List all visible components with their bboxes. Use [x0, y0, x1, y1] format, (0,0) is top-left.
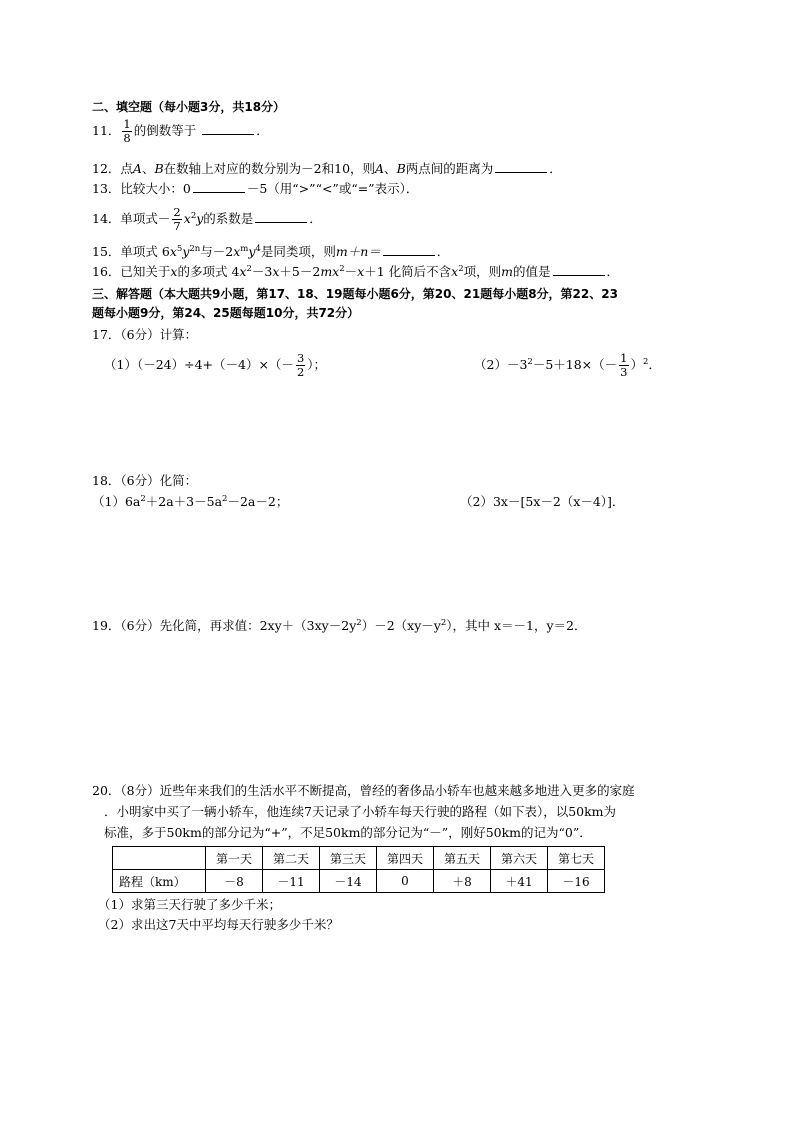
- q19-e2: 2: [440, 617, 447, 628]
- table-row-label: 路程（km）: [113, 870, 206, 893]
- q12-text-b: 在数轴上对应的数分别为－2和10，则: [163, 161, 376, 176]
- q19-text-a: 19．（6分）先化简，再求值：2xy＋（3xy－2y: [92, 618, 357, 633]
- q15-y: y: [182, 244, 190, 259]
- q16-x3: x: [272, 264, 280, 279]
- q15-text-b: 与－2: [200, 244, 234, 259]
- q11-text: 的倒数等于: [133, 123, 197, 138]
- q16-text-d: ＋5－2: [279, 264, 321, 279]
- question-20-line3: 标准，多于50km的部分记为“+”，不足50km的部分记为“－”，刚好50km的记为“0”．: [104, 825, 592, 840]
- q18-p1-exp: 2: [140, 493, 146, 504]
- q16-text-a: 已知关于: [120, 264, 171, 279]
- q14-fraction: [172, 206, 181, 233]
- q18-p1-c: －2a－2；: [227, 494, 289, 509]
- question-13: [92, 180, 418, 198]
- q16-x2: x: [239, 264, 247, 279]
- q16-e1: 2: [246, 263, 252, 274]
- q16-m: m: [501, 264, 514, 279]
- q15-y2: y: [248, 244, 256, 259]
- q14-var-x: x: [183, 211, 191, 226]
- q14-frac-den: 7: [173, 219, 181, 233]
- q16-text-c: －3: [251, 264, 273, 279]
- question-12: 12．点A、B在数轴上对应的数分别为－2和10，则A、B两点间的距离为 ．: [92, 161, 562, 176]
- q13-number: 13．: [92, 181, 121, 196]
- q15-e2: 2n: [189, 243, 201, 254]
- q11-answer-blank[interactable]: [202, 122, 254, 135]
- q17-p1-end: ）；: [307, 357, 327, 372]
- question-20-line1: 20．（8分）近些年来我们的生活水平不断提高，曾经的奢侈品小轿车也越来越多地进入更多的家庭: [92, 783, 635, 798]
- q12-point-a2: A: [375, 161, 385, 176]
- q14-number: 14．: [92, 211, 121, 226]
- table-row: [113, 870, 605, 893]
- table-cell: －11: [263, 870, 320, 893]
- q16-answer-blank[interactable]: [553, 263, 605, 276]
- q12-point-a: A: [132, 161, 142, 176]
- question-16: 16．已知关于x的多项式 $4x^2-3x+5-2mx^2-x+1$ 化简后不含$x^2$项，则m的值是 ．: [92, 263, 620, 279]
- q15-answer-blank[interactable]: [383, 243, 435, 256]
- q14-frac-num: 2: [173, 205, 181, 219]
- table-cell: －14: [320, 870, 377, 893]
- q12-sep: 、: [141, 161, 155, 176]
- question-14: 14．单项式－ $\frac{2}{7}$ $x^2y$的系数是 ．: [92, 205, 322, 233]
- q15-text-a: 单项式 6: [120, 244, 170, 259]
- question-17-part2: [474, 352, 661, 379]
- q14-answer-blank[interactable]: [255, 210, 307, 223]
- question-11: 11． $\frac{1}{8}$ 的倒数等于 ．: [92, 117, 269, 145]
- question-20-sub2: （2）求出这7天中平均每天行驶多少千米？: [98, 917, 339, 932]
- q15-e4: 4: [255, 243, 261, 254]
- q17-p2-dot: ．: [648, 357, 661, 372]
- question-18-part1: [92, 493, 288, 511]
- q16-x: x: [170, 264, 178, 279]
- q16-e2: 2: [339, 263, 345, 274]
- q13-answer-blank[interactable]: [193, 180, 245, 193]
- q17-p2-frac-den: 3: [620, 365, 628, 379]
- q17-p2-frac-num: 1: [620, 351, 628, 365]
- q13-text-a: 比较大小：0: [120, 181, 191, 196]
- table-cell: ＋41: [491, 870, 548, 893]
- q16-text-h: 的值是: [513, 264, 551, 279]
- q15-x2: x: [233, 244, 241, 259]
- table-header-cell: 第四天: [377, 847, 434, 870]
- q17-p1-text: （1）（－24）÷4+（－4）×（－: [104, 357, 294, 372]
- q18-p1-exp2: 2: [222, 493, 228, 504]
- table-header-cell: 第一天: [206, 847, 263, 870]
- q14-text-a: 单项式－: [120, 211, 171, 226]
- question-20-line2: ．小明家中买了一辆小轿车，他连续7天记录了小轿车每天行驶的路程（如下表），以50km为: [104, 804, 617, 819]
- q12-point-b: B: [154, 161, 164, 176]
- q15-text-c: 是同类项，则: [260, 244, 336, 259]
- q17-p2-mid: －5＋18×（－: [532, 357, 618, 372]
- table-header-cell: 第五天: [434, 847, 491, 870]
- q18-p1-b: ＋2a＋3－5a: [145, 494, 223, 509]
- q17-p2-exp2: 2: [643, 356, 649, 367]
- q12-sep2: 、: [384, 161, 397, 176]
- q17-p1-frac-num: 3: [296, 351, 305, 365]
- section3-header-line1: 三、解答题（本大题共9小题，第17、18、19题每小题6分，第20、21题每小题8分，第22、23: [92, 287, 618, 301]
- q19-text-c: ），其中 x＝－1，y＝2．: [446, 618, 587, 633]
- q16-x4: x: [357, 264, 365, 279]
- q11-frac-num: 1: [123, 117, 131, 131]
- q15-e3: m: [240, 243, 249, 254]
- table-cell: －8: [206, 870, 263, 893]
- table-cell: 0: [377, 870, 434, 893]
- q17-p2-end: ）: [630, 357, 644, 372]
- q15-mn: m＋n＝: [335, 244, 381, 259]
- q16-text-g: 项，则: [463, 264, 502, 279]
- question-18-title: 18．（6分）化简：: [92, 473, 198, 488]
- distance-table: [112, 846, 605, 893]
- q19-e1: 2: [356, 617, 362, 628]
- table-header-cell: 第二天: [263, 847, 320, 870]
- section2-header: 二、填空题（每小题3分，共18分）: [92, 100, 286, 114]
- question-20-sub1: （1）求第三天行驶了多少千米；: [98, 897, 281, 912]
- q12-text-a: 点: [120, 161, 133, 176]
- question-15: 15．单项式 $6x^5y^{2n}$与$-2x^my^4$是同类项，则m＋n＝ ．: [92, 243, 450, 259]
- section3-header-line2: 题每小题9分，第24、25题每题10分，共72分）: [92, 306, 360, 320]
- q11-fraction: [122, 118, 131, 145]
- q14-var-y: y: [196, 211, 204, 226]
- q17-p2-exp: 2: [527, 356, 533, 367]
- q14-text-b: 的系数是: [203, 211, 254, 226]
- table-header-cell: 第六天: [491, 847, 548, 870]
- q16-text-f: ＋1 化简后不含: [364, 264, 452, 279]
- q16-e3: 2: [458, 263, 464, 274]
- q11-frac-den: 8: [123, 131, 131, 145]
- q17-p1-fraction: [296, 352, 305, 379]
- q17-p1-frac-den: 2: [296, 365, 305, 379]
- q16-text-e: －: [344, 264, 358, 279]
- table-corner-cell: [113, 847, 206, 870]
- question-19: [92, 617, 587, 635]
- q16-number: 16．: [92, 264, 121, 279]
- q17-p2-fraction: [619, 352, 628, 379]
- table-header-cell: 第三天: [320, 847, 377, 870]
- q15-number: 15．: [92, 244, 121, 259]
- q12-number: 12．: [92, 161, 121, 176]
- q18-p1-a: （1）6a: [92, 494, 141, 509]
- question-17-title: 17．（6分）计算：: [92, 327, 198, 342]
- q12-answer-blank[interactable]: [495, 160, 547, 173]
- q16-mx: mx: [320, 264, 340, 279]
- q16-text-b: 的多项式 4: [177, 264, 240, 279]
- table-cell: －16: [548, 870, 605, 893]
- q14-exp: 2: [190, 210, 197, 221]
- q16-x5: x: [451, 264, 459, 279]
- q19-text-b: ）－2（xy－y: [361, 618, 441, 633]
- q12-point-b2: B: [396, 161, 406, 176]
- q15-x: x: [169, 244, 177, 259]
- table-header-row: [113, 847, 605, 870]
- q17-p2-text: （2）－3: [474, 357, 528, 372]
- table-header-cell: 第七天: [548, 847, 605, 870]
- table-cell: ＋8: [434, 870, 491, 893]
- q15-e1: 5: [176, 243, 183, 254]
- question-17-part1: [104, 352, 326, 379]
- q11-number: 11．: [92, 123, 121, 138]
- q12-text-c: 两点间的距离为: [405, 161, 494, 176]
- q13-text-b: －5（用“>”“<”或“=”表示）．: [246, 181, 419, 196]
- question-18-part2: （2）3x－[5x－2（x－4）]．: [460, 494, 625, 509]
